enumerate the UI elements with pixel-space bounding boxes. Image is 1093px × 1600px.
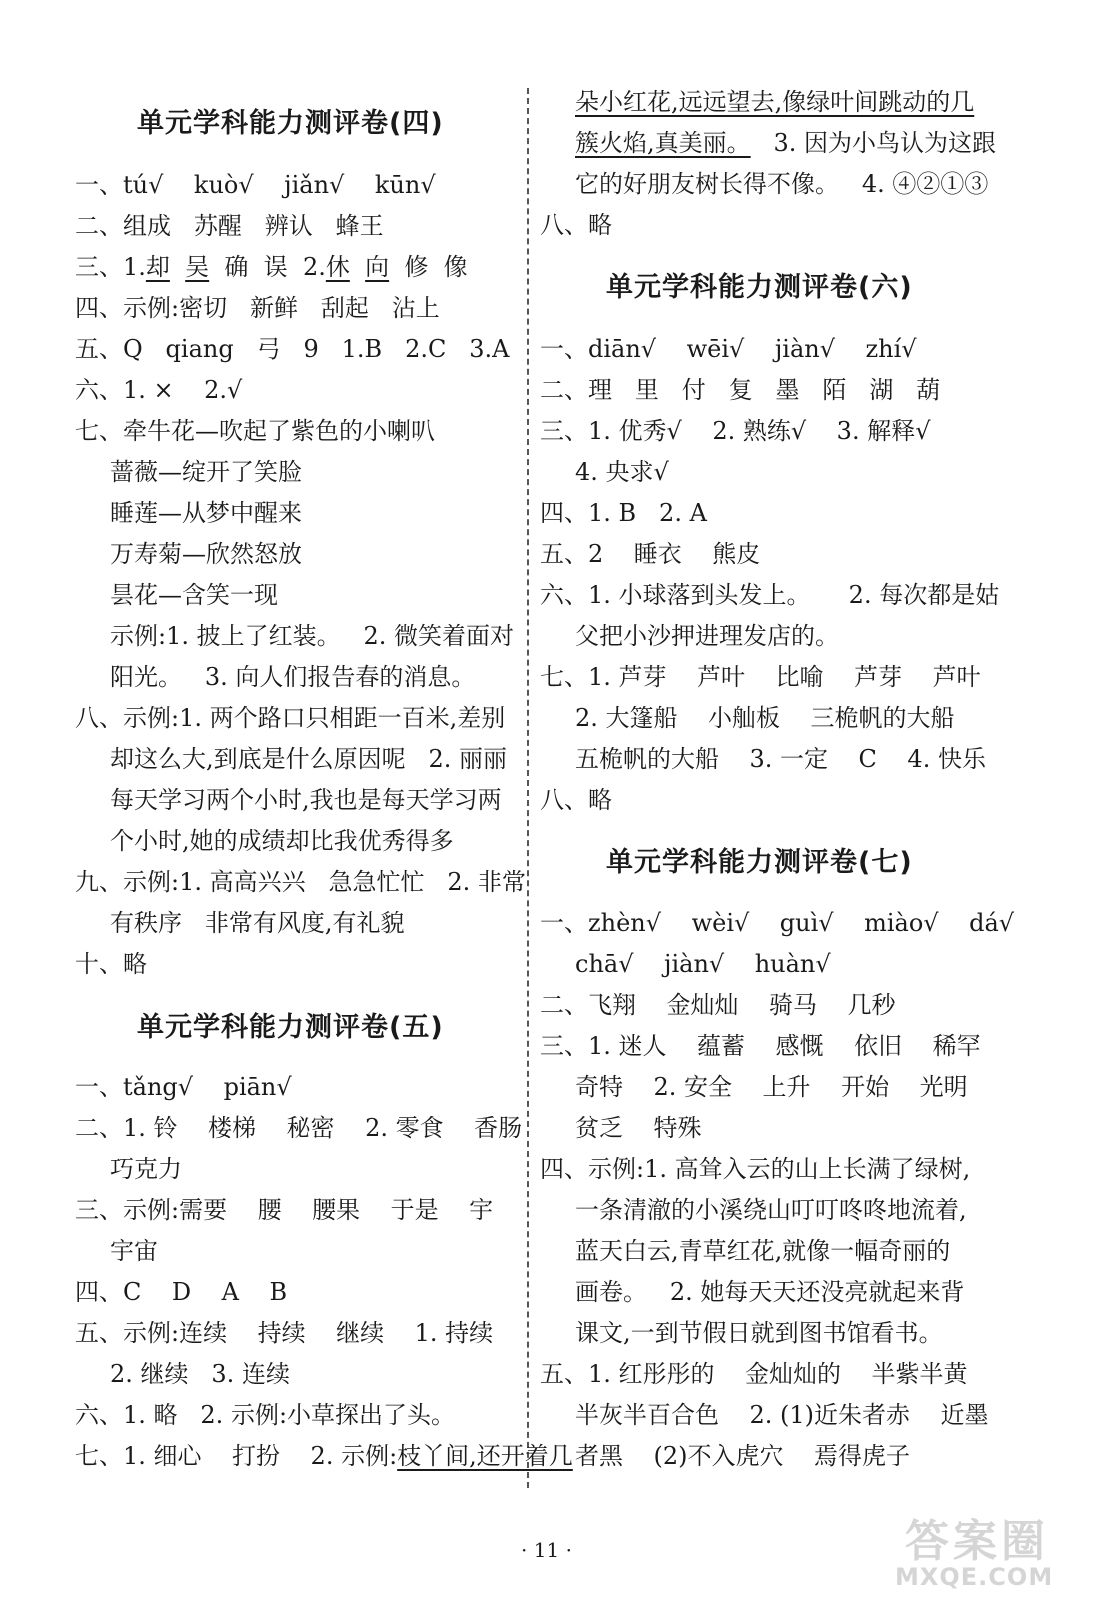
answer-line: 七、1. 芦芽 芦叶 比喻 芦芽 芦叶 xyxy=(540,663,981,691)
answer-line: 二、理 里 付 复 墨 陌 湖 葫 xyxy=(540,376,941,404)
answer-line: 宇宙 xyxy=(110,1237,158,1265)
answer-line: 八、示例:1. 两个路口只相距一百米,差别 xyxy=(75,704,506,732)
answer-line: 十、略 xyxy=(75,950,147,978)
answer-line: 者黑 (2)不入虎穴 焉得虎子 xyxy=(575,1442,911,1470)
answer-line: 二、组成 苏醒 辨认 蜂王 xyxy=(75,212,384,240)
answer-line: 一条清澈的小溪绕山叮叮咚咚地流着, xyxy=(575,1196,967,1224)
answer-line: 五、1. 红彤彤的 金灿灿的 半紫半黄 xyxy=(540,1360,968,1388)
answer-line: 万寿菊—欣然怒放 xyxy=(110,540,302,568)
answer-line: 有秩序 非常有风度,有礼貌 xyxy=(110,909,405,937)
answer-line: 八、略 xyxy=(540,786,612,814)
answer-line: 五、Q qiang 弓 9 1.B 2.C 3.A xyxy=(75,335,510,363)
section-title-5: 单元学科能力测评卷(五) xyxy=(137,1012,444,1043)
answer-line: 个小时,她的成绩却比我优秀得多 xyxy=(110,827,454,855)
answer-line: 4. 央求√ xyxy=(575,458,669,486)
watermark-logo xyxy=(895,1505,1080,1595)
answer-line: 四、1. B 2. A xyxy=(540,499,707,527)
answer-line: 画卷。 2. 她每天天还没亮就起来背 xyxy=(575,1278,965,1306)
answer-line: chā√ jiàn√ huàn√ xyxy=(575,950,831,978)
answer-line: 睡莲—从梦中醒来 xyxy=(110,499,302,527)
watermark-text: 答案圈 xyxy=(905,1516,1049,1567)
answer-line: 一、tú√ kuò√ jiǎn√ kūn√ xyxy=(75,171,436,199)
section-title-4: 单元学科能力测评卷(四) xyxy=(137,108,444,139)
answer-line: 父把小沙押进理发店的。 xyxy=(575,622,839,650)
answer-line: 七、1. 细心 打扮 2. 示例:枝丫间,还开着几 xyxy=(75,1442,573,1470)
answer-line: 五桅帆的大船 3. 一定 C 4. 快乐 xyxy=(575,745,986,773)
answer-line: 蓝天白云,青草红花,就像一幅奇丽的 xyxy=(575,1237,951,1265)
answer-line: 二、1. 铃 楼梯 秘密 2. 零食 香肠 xyxy=(75,1114,523,1142)
answer-line: 贫乏 特殊 xyxy=(575,1114,702,1142)
answer-line: 四、示例:密切 新鲜 刮起 沾上 xyxy=(75,294,440,322)
answer-line: 2. 继续 3. 连续 xyxy=(110,1360,290,1388)
answer-line: 示例:1. 披上了红装。 2. 微笑着面对 xyxy=(110,622,515,650)
answer-line: 昙花—含笑一现 xyxy=(110,581,278,609)
answer-line: 每天学习两个小时,我也是每天学习两 xyxy=(110,786,502,814)
answer-line: 蔷薇—绽开了笑脸 xyxy=(110,458,302,486)
answer-line: 七、牵牛花—吹起了紫色的小喇叭 xyxy=(75,417,435,445)
section-title-6: 单元学科能力测评卷(六) xyxy=(606,272,913,303)
answer-line: 三、1. 迷人 蕴蓄 感慨 依旧 稀罕 xyxy=(540,1032,981,1060)
answer-line: 巧克力 xyxy=(110,1155,182,1183)
answer-line: 一、zhèn√ wèi√ guì√ miào√ dá√ xyxy=(540,909,1015,937)
answer-line: 课文,一到节假日就到图书馆看书。 xyxy=(575,1319,943,1347)
watermark-url: MXQE.COM xyxy=(895,1563,1054,1591)
answer-line: 六、1. × 2.√ xyxy=(75,376,243,404)
answer-line: 三、1. 优秀√ 2. 熟练√ 3. 解释√ xyxy=(540,417,931,445)
answer-line: 却这么大,到底是什么原因呢 2. 丽丽 xyxy=(110,745,508,773)
page-number: · 11 · xyxy=(521,1538,572,1562)
answer-line: 五、2 睡衣 熊皮 xyxy=(540,540,761,568)
answer-line: 六、1. 小球落到头发上。 2. 每次都是姑 xyxy=(540,581,1000,609)
answer-line: 四、示例:1. 高耸入云的山上长满了绿树, xyxy=(540,1155,971,1183)
answer-line: 阳光。 3. 向人们报告春的消息。 xyxy=(110,663,476,691)
answer-line: 三、示例:需要 腰 腰果 于是 宇 xyxy=(75,1196,494,1224)
answer-line: 九、示例:1. 高高兴兴 急急忙忙 2. 非常 xyxy=(75,868,526,896)
answer-line: 奇特 2. 安全 上升 开始 光明 xyxy=(575,1073,968,1101)
answer-line: 2. 大篷船 小舢板 三桅帆的大船 xyxy=(575,704,955,732)
answer-line: 六、1. 略 2. 示例:小草探出了头。 xyxy=(75,1401,456,1429)
answer-line: 三、1.却 吴 确 误 2.休 向 修 像 xyxy=(75,253,468,281)
answer-line: 半灰半百合色 2. (1)近朱者赤 近墨 xyxy=(575,1401,989,1429)
column-divider xyxy=(527,88,529,1488)
answer-line: 一、diān√ wēi√ jiàn√ zhí√ xyxy=(540,335,917,363)
answer-line: 它的好朋友树长得不像。 4. ④②①③ xyxy=(575,170,989,198)
answer-line: 簇火焰,真美丽。 3. 因为小鸟认为这跟 xyxy=(575,129,997,157)
answer-line: 二、飞翔 金灿灿 骑马 几秒 xyxy=(540,991,896,1019)
answer-line: 一、tǎng√ piān√ xyxy=(75,1073,292,1101)
answer-line: 八、略 xyxy=(540,211,612,239)
answer-line: 五、示例:连续 持续 继续 1. 持续 xyxy=(75,1319,494,1347)
answer-line: 朵小红花,远远望去,像绿叶间跳动的几 xyxy=(575,88,975,116)
answer-line: 四、C D A B xyxy=(75,1278,288,1306)
section-title-7: 单元学科能力测评卷(七) xyxy=(606,847,913,878)
